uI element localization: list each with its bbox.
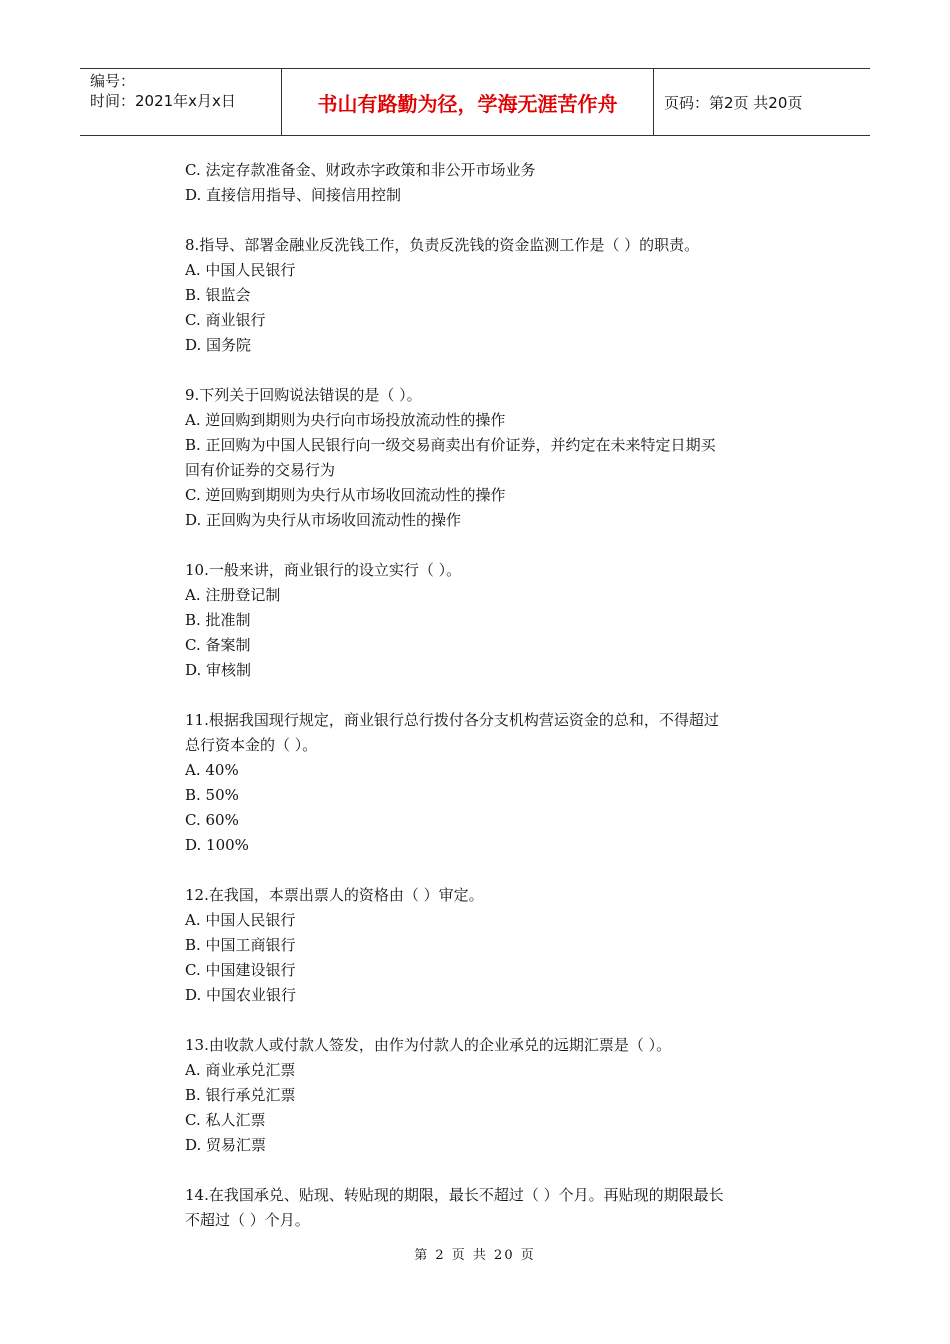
text-line: 14.在我国承兑、贴现、转贴现的期限，最长不超过（ ）个月。再贴现的期限最长 [185, 1186, 724, 1204]
text-line: D. 国务院 [185, 336, 252, 354]
paragraph-gap [185, 858, 795, 883]
text-line: 12.在我国，本票出票人的资格由（ ）审定。 [185, 886, 484, 904]
paragraph-gap [185, 1008, 795, 1033]
document-number-label: 编号： [90, 72, 136, 90]
paragraph-gap [185, 208, 795, 233]
text-line: 10.一般来讲，商业银行的设立实行（ ）。 [185, 561, 462, 579]
text-line: B. 中国工商银行 [185, 936, 296, 954]
text-line: 不超过（ ）个月。 [185, 1211, 310, 1229]
paragraph-gap [185, 358, 795, 383]
text-line: B. 50% [185, 786, 239, 804]
text-line: C. 私人汇票 [185, 1111, 266, 1129]
text-line: A. 40% [185, 761, 239, 779]
header-motto: 书山有路勤为径，学海无涯苦作舟 [282, 69, 654, 135]
text-line: C. 商业银行 [185, 311, 266, 329]
text-line: 回有价证券的交易行为 [185, 461, 336, 479]
text-line: B. 银行承兑汇票 [185, 1086, 296, 1104]
text-line: A. 逆回购到期则为央行向市场投放流动性的操作 [185, 411, 506, 429]
text-line: D. 中国农业银行 [185, 986, 297, 1004]
text-line: 总行资本金的（ ）。 [185, 736, 318, 754]
page-header [80, 68, 870, 136]
text-line: A. 注册登记制 [185, 586, 281, 604]
text-line: 11.根据我国现行规定，商业银行总行拨付各分支机构营运资金的总和，不得超过 [185, 711, 719, 729]
document-time-label: 时间：2021年x月x日 [90, 92, 236, 110]
header-meta [80, 69, 282, 135]
paragraph-gap [185, 683, 795, 708]
text-line: A. 中国人民银行 [185, 261, 296, 279]
text-line: D. 正回购为央行从市场收回流动性的操作 [185, 511, 462, 529]
document-body [185, 158, 795, 1233]
text-line: B. 银监会 [185, 286, 251, 304]
text-line: C. 60% [185, 811, 239, 829]
text-line: B. 正回购为中国人民银行向一级交易商卖出有价证券，并约定在未来特定日期买 [185, 436, 716, 454]
text-line: 8.指导、部署金融业反洗钱工作，负责反洗钱的资金监测工作是（ ）的职责。 [185, 236, 700, 254]
text-line: D. 审核制 [185, 661, 252, 679]
text-line: C. 备案制 [185, 636, 251, 654]
text-line: B. 批准制 [185, 611, 251, 629]
paragraph-gap [185, 1158, 795, 1183]
text-line: A. 商业承兑汇票 [185, 1061, 296, 1079]
paragraph-gap [185, 533, 795, 558]
header-page-info: 页码：第2页 共20页 [664, 93, 803, 112]
text-line: 13.由收款人或付款人签发，由作为付款人的企业承兑的远期汇票是（ ）。 [185, 1036, 672, 1054]
text-line: C. 法定存款准备金、财政赤字政策和非公开市场业务 [185, 161, 536, 179]
text-line: C. 逆回购到期则为央行从市场收回流动性的操作 [185, 486, 506, 504]
text-line: D. 贸易汇票 [185, 1136, 267, 1154]
text-line: D. 100% [185, 836, 249, 854]
text-line: D. 直接信用指导、间接信用控制 [185, 186, 402, 204]
text-line: A. 中国人民银行 [185, 911, 296, 929]
text-line: 9.下列关于回购说法错误的是（ ）。 [185, 386, 422, 404]
page-footer: 第 2 页 共 20 页 [414, 1248, 536, 1263]
text-line: C. 中国建设银行 [185, 961, 296, 979]
